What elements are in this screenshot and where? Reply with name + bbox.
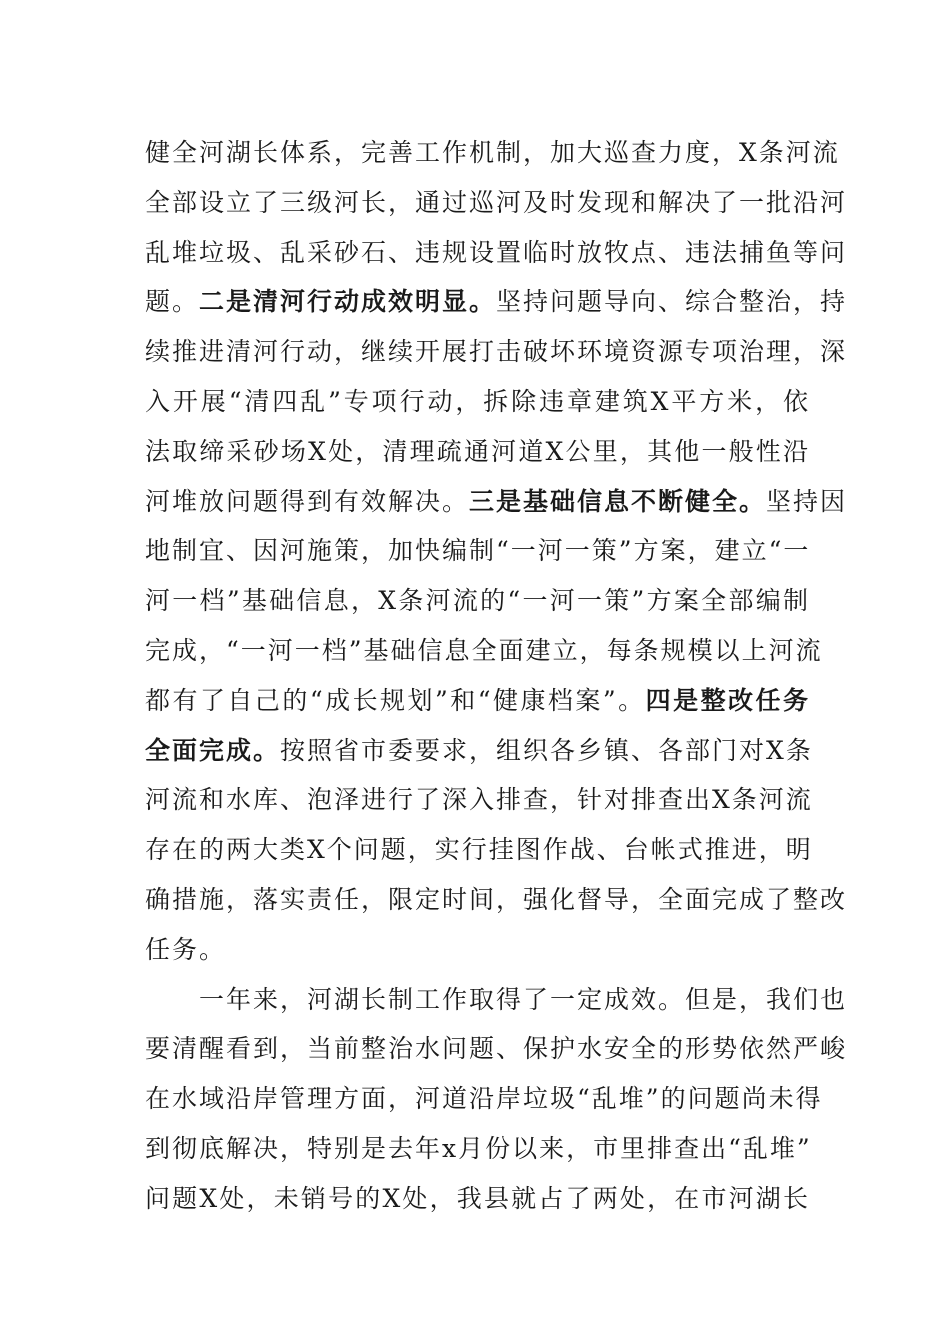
body-text: 健全河湖长体系，完善工作机制，加大巡查力度，X条河流 [145, 138, 840, 167]
text-line [145, 327, 848, 377]
text-line [145, 526, 810, 576]
text-line [145, 1074, 823, 1124]
body-text: 按照省市委要求，组织各乡镇、各部门对X条 [280, 735, 813, 765]
body-text: 全部设立了三级河长，通过巡河及时发现和解决了一批沿河 [145, 187, 848, 217]
text-line [145, 1124, 810, 1174]
text-line [145, 925, 810, 975]
body-text: 坚持因 [766, 486, 848, 516]
bold-heading-text: 三是基础信息不断健全。 [469, 486, 767, 516]
text-line [145, 626, 823, 676]
body-text: 要清醒看到，当前整治水问题、保护水安全的形势依然严峻 [145, 1034, 848, 1064]
body-text: 续推进清河行动，继续开展打击破坏环境资源专项治理，深 [145, 337, 848, 367]
bold-heading-text: 二是清河行动成效明显。 [199, 287, 497, 317]
text-line [145, 277, 848, 327]
text-line [145, 726, 813, 776]
body-text: 问题X处，未销号的X处，我县就占了两处，在市河湖长 [145, 1183, 810, 1213]
body-text: 坚持问题导向、综合整治，持 [496, 287, 848, 317]
bold-heading-text: 四是整改任务 [645, 685, 810, 715]
body-text: 乱堆垃圾、乱采砂石、违规设置临时放牧点、违法捕鱼等问 [145, 237, 848, 267]
body-text: 完成，“一河一档”基础信息全面建立，每条规模以上河流 [145, 635, 823, 665]
text-line [145, 975, 848, 1025]
body-text: 地制宜、因河施策，加快编制“一河一策”方案，建立“一 [145, 536, 811, 566]
body-text: 都有了自己的“成长规划”和“健康档案”。 [145, 685, 646, 715]
text-line [145, 178, 848, 228]
body-text: 一年来，河湖长制工作取得了一定成效。但是，我们也 [199, 984, 848, 1014]
body-text: 到彻底解决，特别是去年x月份以来，市里排查出“乱堆” [145, 1133, 812, 1163]
bold-heading-text: 全面完成。 [145, 735, 281, 765]
text-line [145, 875, 848, 925]
text-line [145, 477, 848, 527]
body-text: 题。 [145, 287, 200, 317]
body-text: 河堆放问题得到有效解决。 [145, 486, 470, 516]
text-line [145, 1024, 848, 1074]
text-line [145, 775, 813, 825]
text-line [145, 377, 810, 427]
text-line [145, 427, 810, 477]
text-line [145, 228, 848, 278]
body-text: 存在的两大类X个问题，实行挂图作战、台帐式推进，明 [145, 835, 813, 865]
body-text: 任务。 [145, 934, 227, 964]
paragraph-2 [145, 975, 848, 1224]
paragraph-1 [145, 128, 848, 975]
body-text: 入开展“清四乱”专项行动，拆除违章建筑X平方米，依 [145, 386, 810, 416]
text-line [145, 825, 813, 875]
body-text: 在水域沿岸管理方面，河道沿岸垃圾“乱堆”的问题尚未得 [145, 1084, 823, 1114]
body-text: 确措施，落实责任，限定时间，强化督导，全面完成了整改 [145, 884, 848, 914]
text-line [145, 676, 810, 726]
text-line [145, 128, 840, 178]
body-text: 河一档”基础信息，X条河流的“一河一策”方案全部编制 [145, 586, 810, 616]
text-line [145, 576, 810, 626]
body-text: 河流和水库、泡泽进行了深入排查，针对排查出X条河流 [145, 785, 813, 815]
body-text: 法取缔采砂场X处，清理疏通河道X公里，其他一般性沿 [145, 436, 810, 466]
document-body [145, 128, 848, 1224]
text-line [145, 1174, 810, 1224]
